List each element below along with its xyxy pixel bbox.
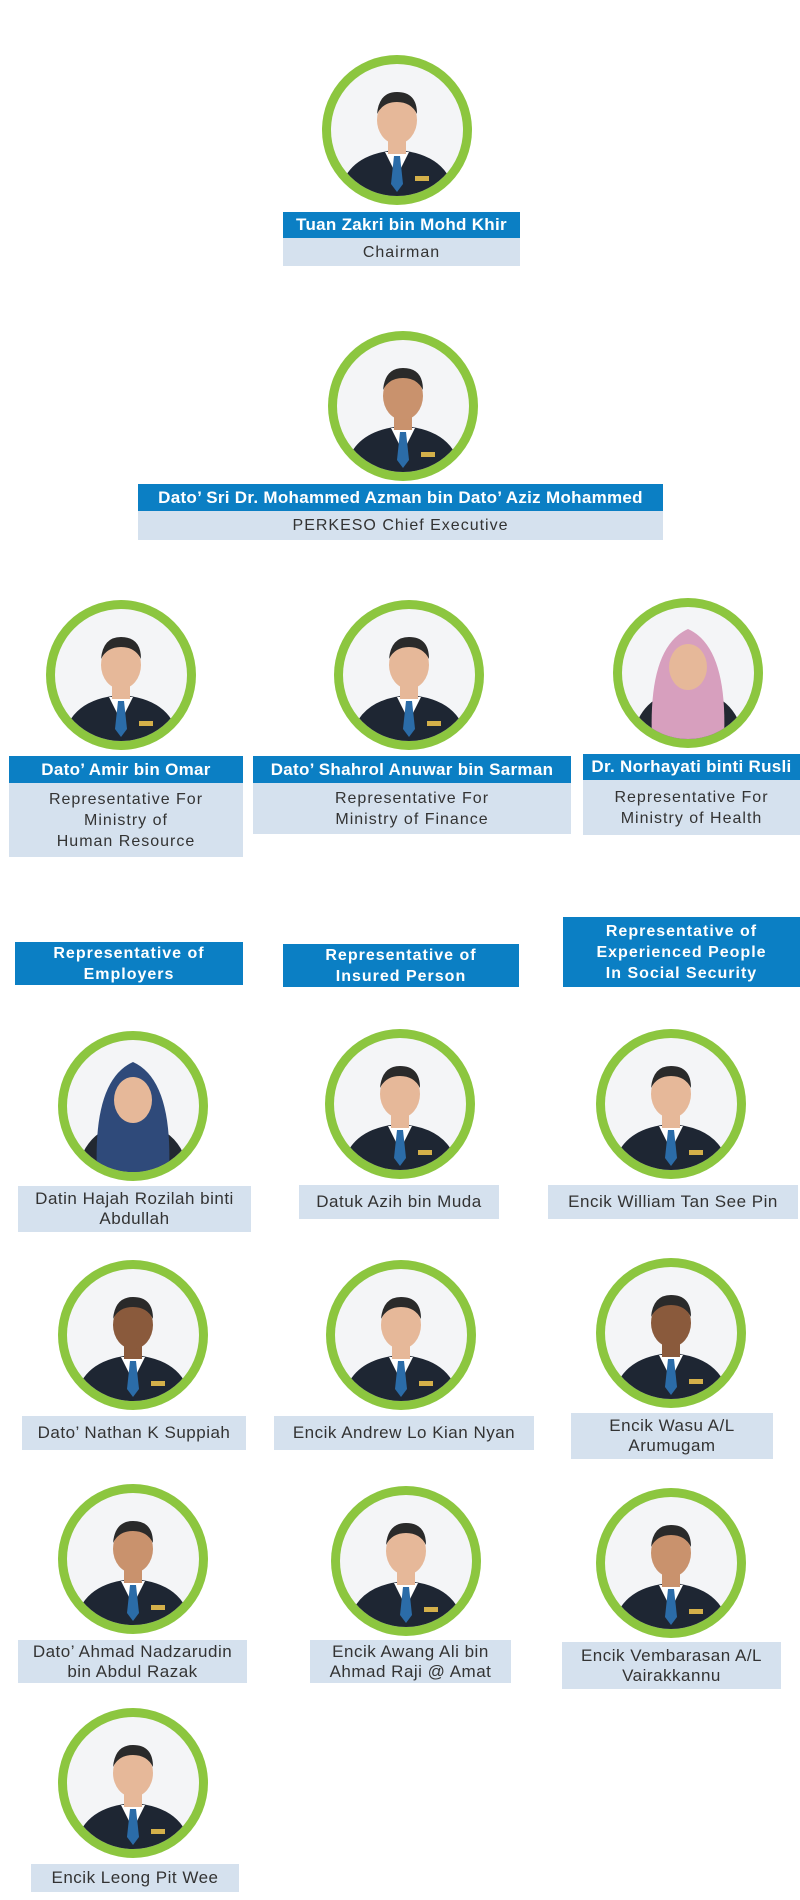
group-header-experienced-people: Representative of Experienced People In Social Security bbox=[563, 917, 800, 987]
portrait-photo bbox=[337, 340, 469, 472]
name-member-10: Encik Leong Pit Wee bbox=[31, 1864, 239, 1892]
portrait-photo bbox=[334, 1038, 466, 1170]
portrait-photo bbox=[605, 1267, 737, 1399]
portrait-photo bbox=[67, 1717, 199, 1849]
portrait-photo bbox=[605, 1038, 737, 1170]
role-chairman: Chairman bbox=[283, 238, 520, 266]
name-chief-executive: Dato’ Sri Dr. Mohammed Azman bin Dato’ Aziz Mohammed bbox=[138, 484, 663, 511]
name-chairman: Tuan Zakri bin Mohd Khir bbox=[283, 212, 520, 238]
portrait-member-2 bbox=[325, 1029, 475, 1179]
group-header-employers: Representative of Employers bbox=[15, 942, 243, 985]
portrait-rep-human-resource bbox=[46, 600, 196, 750]
name-rep-health: Dr. Norhayati binti Rusli bbox=[583, 754, 800, 780]
portrait-photo bbox=[605, 1497, 737, 1629]
name-member-1: Datin Hajah Rozilah binti Abdullah bbox=[18, 1186, 251, 1232]
group-header-insured-person: Representative of Insured Person bbox=[283, 944, 519, 987]
name-member-4: Dato’ Nathan K Suppiah bbox=[22, 1416, 246, 1450]
name-member-2: Datuk Azih bin Muda bbox=[299, 1185, 499, 1219]
portrait-rep-health bbox=[613, 598, 763, 748]
role-rep-finance: Representative For Ministry of Finance bbox=[253, 783, 571, 834]
portrait-photo bbox=[340, 1495, 472, 1627]
name-rep-finance: Dato’ Shahrol Anuwar bin Sarman bbox=[253, 756, 571, 783]
portrait-photo bbox=[67, 1040, 199, 1172]
portrait-member-3 bbox=[596, 1029, 746, 1179]
portrait-member-10 bbox=[58, 1708, 208, 1858]
name-member-8: Encik Awang Ali bin Ahmad Raji @ Amat bbox=[310, 1640, 511, 1683]
portrait-photo bbox=[55, 609, 187, 741]
portrait-chief-executive bbox=[328, 331, 478, 481]
portrait-photo bbox=[67, 1493, 199, 1625]
role-rep-health: Representative For Ministry of Health bbox=[583, 780, 800, 835]
portrait-photo bbox=[622, 607, 754, 739]
portrait-chairman bbox=[322, 55, 472, 205]
role-chief-executive: PERKESO Chief Executive bbox=[138, 511, 663, 540]
name-member-6: Encik Wasu A/L Arumugam bbox=[571, 1413, 773, 1459]
role-rep-human-resource: Representative For Ministry of Human Resource bbox=[9, 783, 243, 857]
portrait-member-1 bbox=[58, 1031, 208, 1181]
portrait-member-9 bbox=[596, 1488, 746, 1638]
portrait-member-7 bbox=[58, 1484, 208, 1634]
portrait-photo bbox=[335, 1269, 467, 1401]
portrait-member-4 bbox=[58, 1260, 208, 1410]
name-member-5: Encik Andrew Lo Kian Nyan bbox=[274, 1416, 534, 1450]
portrait-member-8 bbox=[331, 1486, 481, 1636]
name-member-9: Encik Vembarasan A/L Vairakkannu bbox=[562, 1642, 781, 1689]
portrait-member-5 bbox=[326, 1260, 476, 1410]
name-member-7: Dato’ Ahmad Nadzarudin bin Abdul Razak bbox=[18, 1640, 247, 1683]
portrait-photo bbox=[343, 609, 475, 741]
portrait-member-6 bbox=[596, 1258, 746, 1408]
name-rep-human-resource: Dato’ Amir bin Omar bbox=[9, 756, 243, 783]
name-member-3: Encik William Tan See Pin bbox=[548, 1185, 798, 1219]
portrait-rep-finance bbox=[334, 600, 484, 750]
portrait-photo bbox=[67, 1269, 199, 1401]
portrait-photo bbox=[331, 64, 463, 196]
